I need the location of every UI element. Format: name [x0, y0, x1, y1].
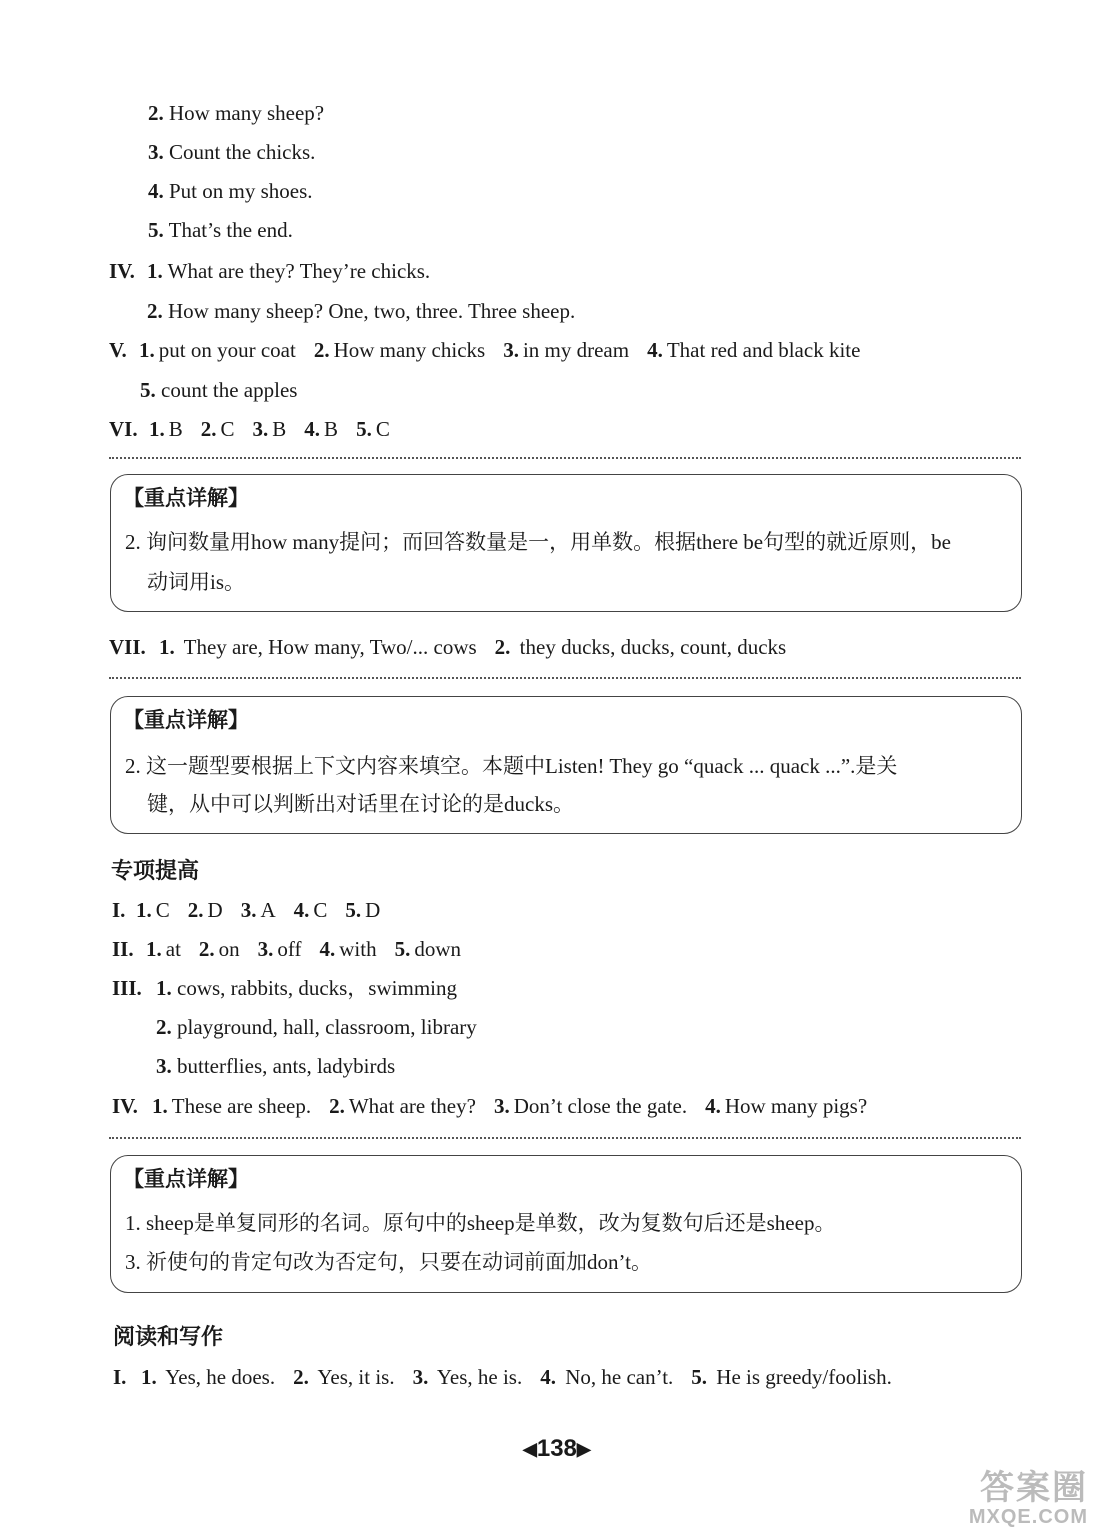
watermark-logo: 答案圈 MXQE.COM: [968, 1469, 1088, 1528]
section-heading: 专项提高: [111, 858, 200, 883]
dotted-divider: [109, 1137, 1021, 1139]
explanation-box: 【重点详解】 2. 询问数量用how many提问；而回答数量是一，用单数。根据there be句型的就近原则，be 动词用is。: [110, 474, 1022, 612]
special-ii-line: II. 1. at 2. on 3. off 4. with 5. down: [112, 937, 462, 961]
special-i-line: I. 1. C 2. D 3. A 4. C 5. D: [112, 898, 381, 922]
right-triangle-icon: ▶: [576, 1439, 591, 1459]
special-iv-line: IV. 1. These are sheep. 2. What are they? 3. Don’t close the gate. 4. How many pigs?: [112, 1094, 868, 1118]
special-iii-line-3: 3. butterflies, ants, ladybirds: [156, 1054, 396, 1078]
explanation-box: 【重点详解】 2. 这一题型要根据上下文内容来填空。本题中Listen! They go “quack ... quack ...”.是关 键，从中可以判断出对话里在讨论的是ducks。: [110, 696, 1022, 834]
section-vii-line: VII. 1. They are, How many, Two/... cows 2. they ducks, ducks, count, ducks: [109, 635, 787, 659]
special-iii-line-1: III. 1. cows, rabbits, ducks，swimming: [112, 976, 457, 1000]
answer-line: 2. How many sheep?: [148, 101, 325, 125]
explanation-box: 【重点详解】 1. sheep是单复同形的名词。原句中的sheep是单数，改为复数句后还是sheep。 3. 祈使句的肯定句改为否定句，只要在动词前面加don’t。: [110, 1155, 1022, 1293]
section-iv-line-1: IV. 1. What are they? They’re chicks.: [109, 259, 431, 283]
answer-line: 5. That’s the end.: [148, 218, 293, 242]
dotted-divider: [109, 677, 1021, 679]
special-iii-line-2: 2. playground, hall, classroom, library: [156, 1015, 477, 1039]
answer-line: 3. Count the chicks.: [148, 140, 316, 164]
dotted-divider: [109, 457, 1021, 459]
section-heading: 阅读和写作: [113, 1324, 224, 1349]
section-iv-line-2: 2. How many sheep? One, two, three. Three sheep.: [147, 299, 576, 323]
reading-i-line: I. 1. Yes, he does. 2. Yes, it is. 3. Yes, he is. 4. No, he can’t. 5. He is greedy/foolish.: [113, 1365, 892, 1389]
section-v-line-2: 5. count the apples: [140, 378, 298, 402]
section-vi-line: VI. 1. B 2. C 3. B 4. B 5. C: [109, 417, 390, 441]
answer-line: 4. Put on my shoes.: [148, 179, 313, 203]
left-triangle-icon: ◀: [523, 1439, 537, 1459]
page-number: ◀138▶: [523, 1435, 591, 1462]
section-v-line-1: V. 1. put on your coat 2. How many chicks 3. in my dream 4. That red and black kite: [109, 338, 861, 362]
